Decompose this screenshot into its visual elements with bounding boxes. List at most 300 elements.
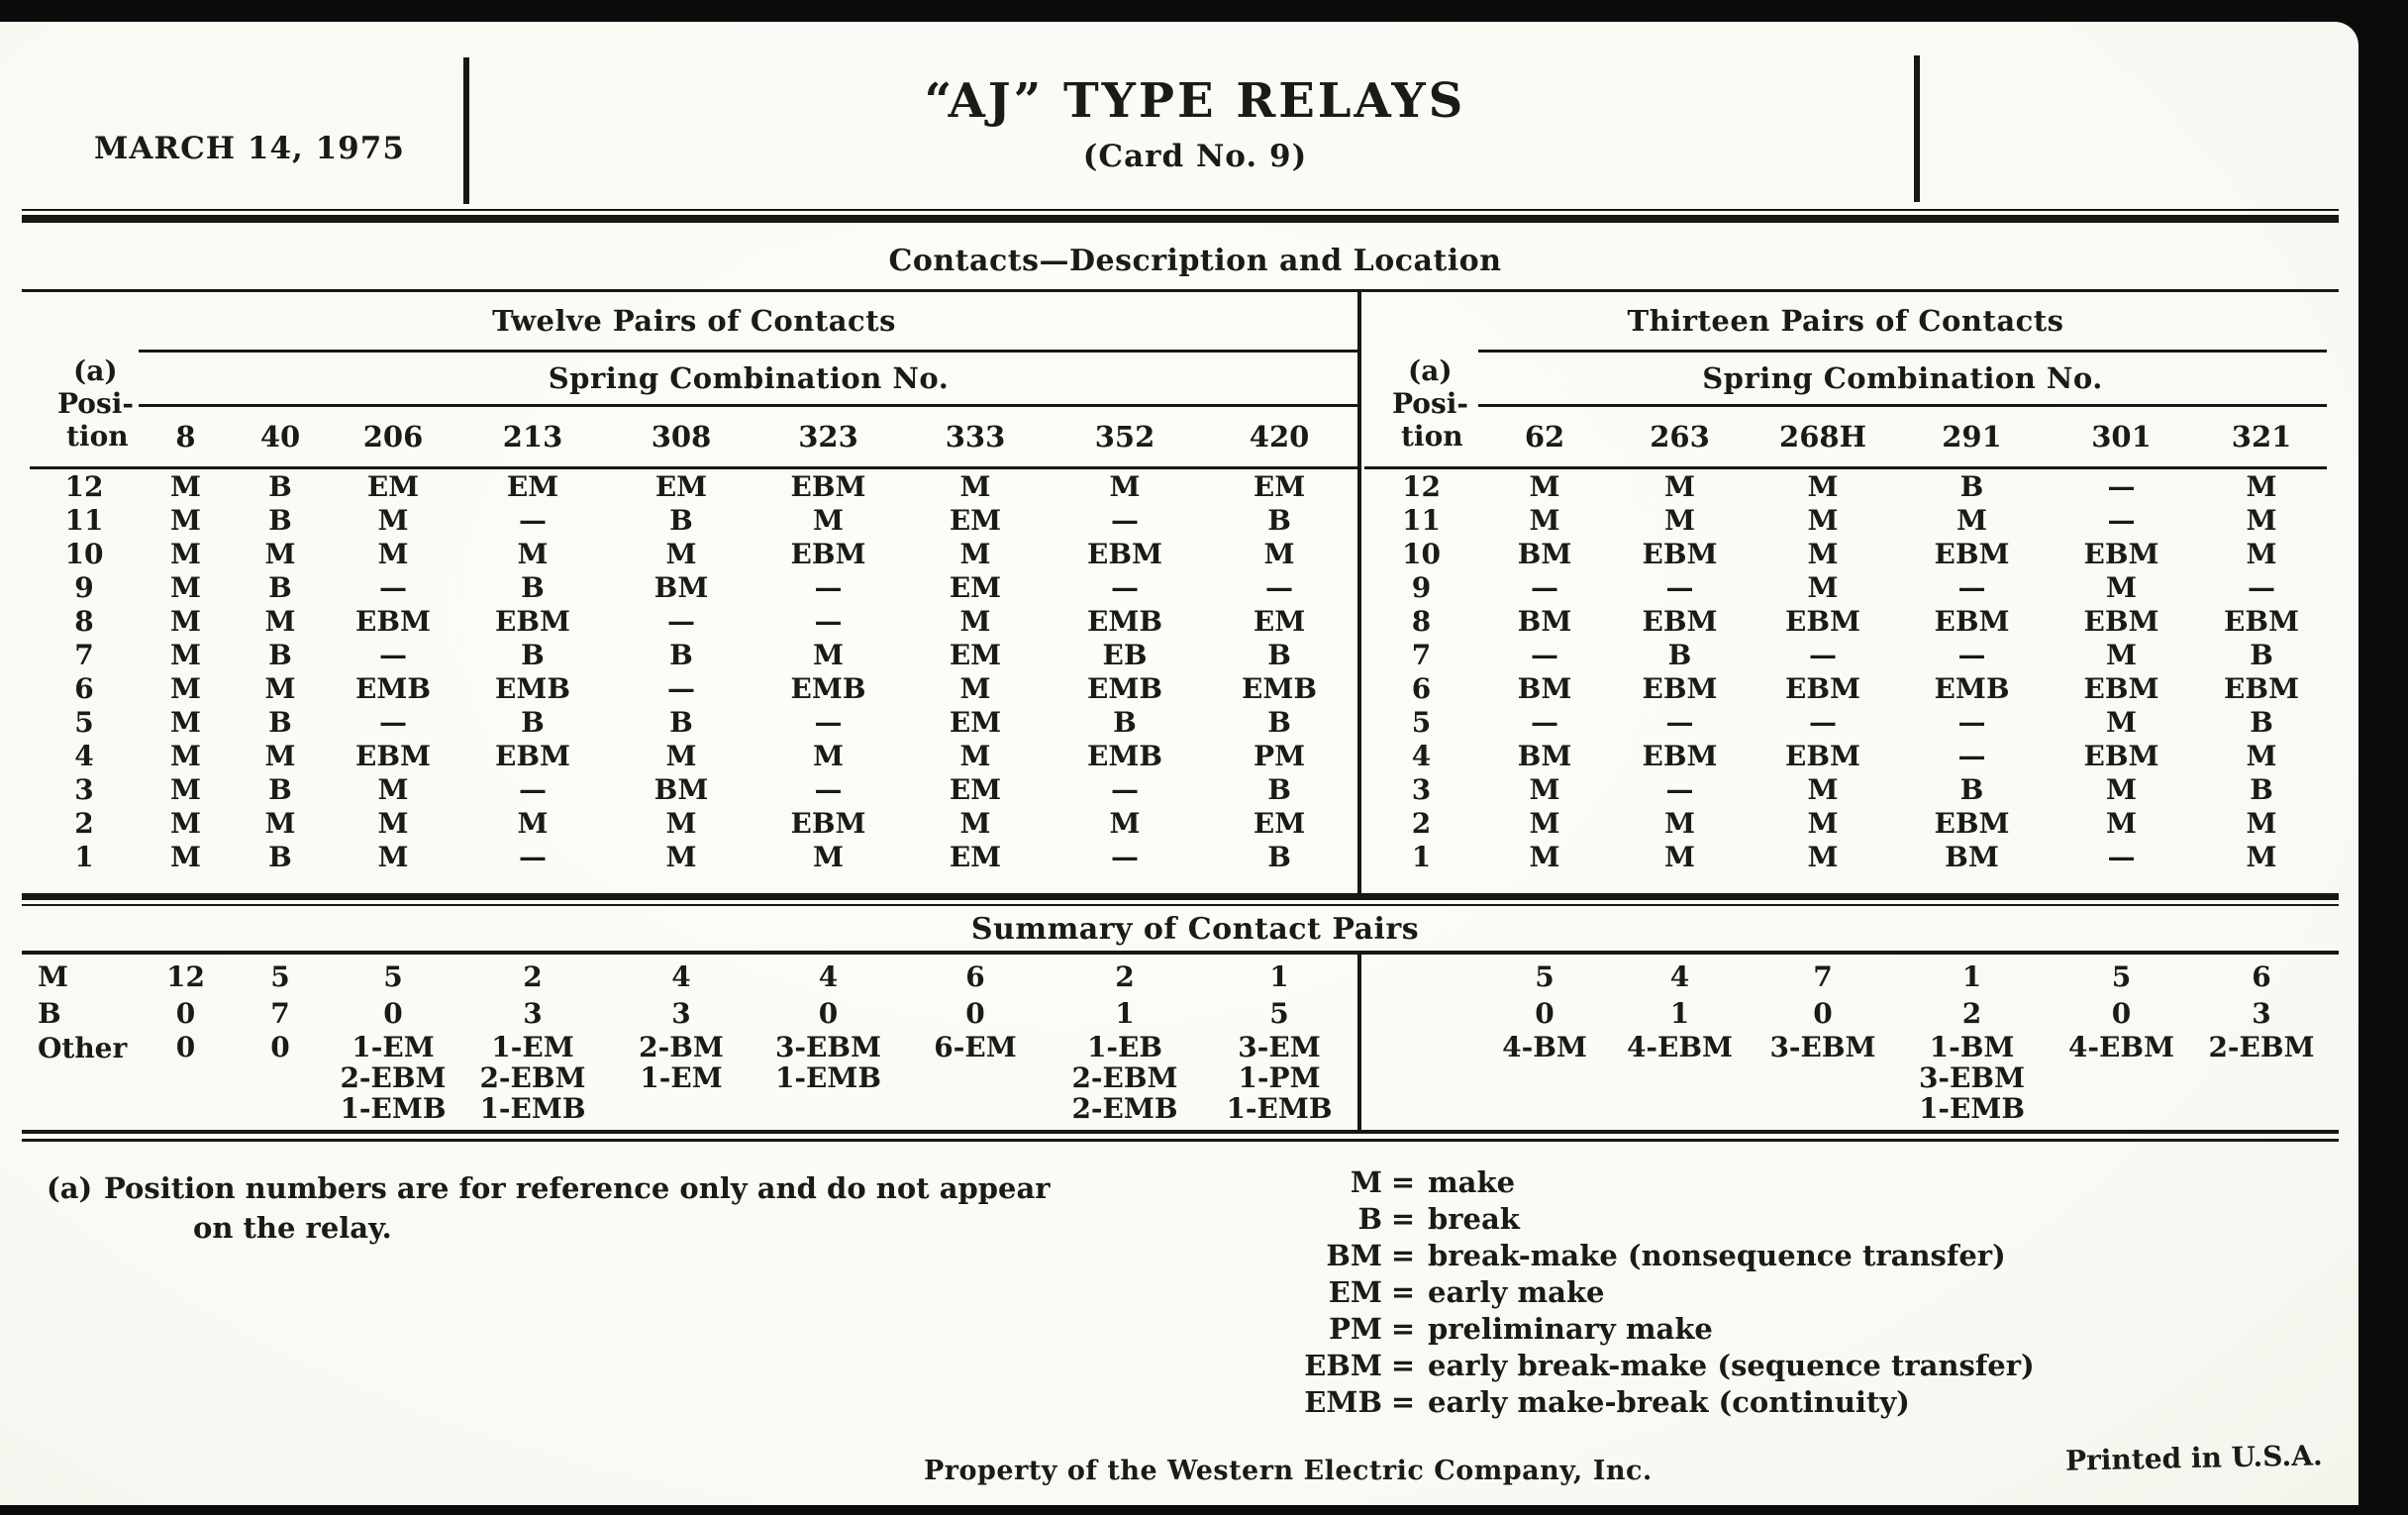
legend-description: break-make (nonsequence transfer)	[1428, 1238, 2006, 1272]
summary-other-cell	[2047, 1032, 2196, 1124]
contact-cell: M	[264, 604, 296, 638]
contact-cell: M	[813, 503, 844, 537]
summary-count-cell: 5	[2111, 960, 2132, 993]
summary-row-label: B	[38, 997, 61, 1030]
summary-count-cell: 12	[166, 960, 205, 993]
contact-cell: M	[1529, 503, 1560, 537]
card-subtitle: (Card No. 9)	[1082, 139, 1308, 174]
contact-cell: —	[1531, 570, 1558, 604]
summary-other-line: 6-EM	[934, 1031, 1017, 1063]
contact-cell: M	[170, 638, 201, 671]
legend-equals: =	[1390, 1348, 1416, 1382]
contact-cell: EMB	[354, 671, 431, 705]
contact-cell: M	[170, 772, 201, 806]
summary-count-cell: 1	[1961, 960, 1982, 993]
contact-cell: M	[1109, 806, 1141, 840]
contact-cell: B	[268, 772, 292, 806]
contact-cell: EM	[949, 503, 1002, 537]
header-divider-right	[1914, 55, 1920, 202]
contact-cell: —	[1265, 570, 1294, 604]
summary-other-line: 1-EMB	[340, 1092, 447, 1125]
contact-cell: EBM	[1642, 739, 1718, 772]
contact-cell: EMB	[1934, 671, 2010, 705]
footnote-text: Position numbers are for reference only and do not appear	[104, 1171, 1051, 1205]
contact-cell: EBM	[1934, 537, 2010, 570]
legend-description: early make-break (continuity)	[1428, 1384, 1910, 1419]
contact-cell: EM	[949, 570, 1002, 604]
property-notice: Property of the Western Electric Company, Inc.	[924, 1456, 1653, 1486]
contact-cell: M	[959, 739, 991, 772]
column-header: 352	[1050, 406, 1200, 468]
column-header: 263	[1611, 406, 1749, 468]
footnote	[47, 1168, 1235, 1248]
contact-cell: —	[814, 705, 843, 739]
contact-cell: B	[669, 638, 693, 671]
summary-count-cell: 4	[1669, 960, 1690, 993]
contact-cell: —	[667, 671, 695, 705]
legend-abbreviation: M	[1350, 1164, 1382, 1199]
table-row	[1364, 638, 2327, 671]
contact-cell: M	[1529, 469, 1560, 503]
position-cell: 7	[1411, 638, 1432, 671]
summary-other-line: 0	[175, 1031, 196, 1063]
contact-cell: EBM	[2083, 671, 2159, 705]
combo-title-row	[30, 352, 1358, 406]
legend-equals: =	[1390, 1201, 1416, 1236]
contact-cell: M	[2246, 806, 2277, 840]
position-cell: 8	[1411, 604, 1432, 638]
table-row	[1364, 570, 2327, 604]
summary-row-label	[1364, 959, 1478, 995]
summary-other-line: 1-EM	[351, 1031, 435, 1063]
contact-cell: EBM	[1784, 671, 1860, 705]
thirteen-pairs-summary	[1364, 959, 2327, 1124]
summary-other-line: 2-EMB	[1071, 1092, 1178, 1125]
summary-other-line: 3-EBM	[1918, 1061, 2026, 1094]
contact-cell: EM	[506, 469, 559, 503]
contact-cell: EBM	[2224, 604, 2300, 638]
footnote-line1	[47, 1168, 1235, 1208]
contact-cell: B	[1267, 638, 1291, 671]
position-cell: 11	[64, 503, 104, 537]
contact-cell: EM	[1253, 469, 1306, 503]
column-header: 308	[607, 406, 755, 468]
contact-cell: M	[264, 537, 296, 570]
contact-cell: EBM	[1934, 604, 2010, 638]
summary-count-cell: 0	[175, 997, 196, 1030]
contact-cell: M	[1807, 840, 1839, 873]
position-cell: 10	[64, 537, 104, 570]
table-row	[30, 570, 1358, 604]
summary-row-label: Other	[38, 1032, 128, 1064]
summary-other-cell	[901, 1032, 1050, 1124]
contact-cell: BM	[1517, 537, 1572, 570]
summary-count-cell: 0	[383, 997, 403, 1030]
footnote-line2: on the relay.	[193, 1211, 392, 1245]
contact-cell: B	[669, 705, 693, 739]
table-row	[30, 705, 1358, 739]
summary-other-line: 1-EM	[491, 1031, 574, 1063]
contact-cell: M	[2246, 537, 2277, 570]
contact-cell: EBM	[790, 469, 866, 503]
table-row	[30, 537, 1358, 570]
legend-equals: =	[1390, 1164, 1416, 1199]
contact-cell: —	[1531, 638, 1558, 671]
contact-cell: M	[1109, 469, 1141, 503]
contact-cell: —	[1957, 638, 1986, 671]
contact-cell: B	[1267, 772, 1291, 806]
contact-cell: M	[2246, 469, 2277, 503]
summary-other-line: 2-EBM	[1071, 1061, 1178, 1094]
contact-cell: M	[813, 840, 844, 873]
position-cell: 6	[1411, 671, 1432, 705]
contact-cell: —	[2107, 503, 2136, 537]
summary-other-line: 1-EM	[640, 1061, 723, 1094]
contact-cell: M	[813, 638, 844, 671]
contact-cell: EMB	[1242, 671, 1318, 705]
center-divider-main	[1357, 289, 1361, 897]
summary-other-line: 2-EBM	[479, 1061, 586, 1094]
header-divider-left	[463, 57, 469, 204]
summary-other-line: 3-EM	[1238, 1031, 1321, 1063]
contact-cell: M	[959, 671, 991, 705]
table-row	[30, 503, 1358, 537]
contact-cell: EM	[1253, 604, 1306, 638]
contact-cell: —	[2107, 469, 2136, 503]
contact-cell: EM	[949, 840, 1002, 873]
contact-cell: —	[1957, 570, 1986, 604]
table-row	[30, 806, 1358, 840]
contact-cell: —	[814, 604, 843, 638]
contact-cell: M	[170, 705, 201, 739]
contact-cell: —	[519, 772, 547, 806]
table-row	[1364, 604, 2327, 638]
contact-cell: —	[1957, 705, 1986, 739]
contact-cell: M	[170, 671, 201, 705]
contact-cell: EMB	[1086, 671, 1162, 705]
contact-cell: EBM	[1642, 604, 1718, 638]
contact-cell: M	[2106, 806, 2137, 840]
card-title: “AJ” TYPE RELAYS	[924, 73, 1466, 129]
summary-count-cell: 1	[1269, 960, 1289, 993]
twelve-pairs-table	[30, 292, 1358, 873]
contact-cell: M	[170, 840, 201, 873]
contact-cell: M	[1263, 537, 1295, 570]
thirteen-pairs-summary-grid	[1364, 959, 2327, 1124]
contact-cell: B	[521, 570, 545, 604]
position-label-line: Posi-	[57, 386, 134, 420]
summary-other-cell	[1749, 1032, 1897, 1124]
twelve-pairs-summary-grid	[30, 959, 1358, 1124]
group-title: Twelve Pairs of Contacts	[492, 304, 896, 338]
summary-count-cell: 5	[1535, 960, 1555, 993]
summary-bottom-rule	[22, 1130, 2339, 1142]
center-divider-summary	[1357, 951, 1361, 1133]
contact-cell: B	[2250, 638, 2273, 671]
twelve-pairs-summary	[30, 959, 1358, 1124]
summary-other-line: 2-EBM	[340, 1061, 447, 1094]
contact-cell: EM	[949, 638, 1002, 671]
legend-description: make	[1428, 1164, 1516, 1199]
summary-other-line: 3-EBM	[774, 1031, 882, 1063]
combo-title-row	[1364, 352, 2327, 406]
legend-row	[1287, 1273, 2408, 1310]
summary-count-cell: 5	[383, 960, 403, 993]
summary-other-cell	[233, 1032, 328, 1124]
summary-other-cell	[1478, 1032, 1611, 1124]
summary-count-cell: 2	[1961, 997, 1982, 1030]
contact-cell: M	[2246, 840, 2277, 873]
summary-other-row	[1364, 1032, 2327, 1124]
contact-cell: M	[377, 772, 409, 806]
contact-cell: —	[1809, 638, 1837, 671]
summary-count-cell: 0	[2111, 997, 2132, 1030]
contact-cell: PM	[1254, 739, 1306, 772]
contact-cell: M	[377, 503, 409, 537]
spring-combination-label: Spring Combination No.	[139, 352, 1358, 406]
summary-other-cell	[458, 1032, 607, 1124]
legend-row	[1287, 1347, 2408, 1383]
contact-cell: M	[959, 604, 991, 638]
contact-cell: M	[170, 604, 201, 638]
summary-other-line: 1-PM	[1238, 1061, 1321, 1094]
contact-cell: M	[377, 806, 409, 840]
column-header: 323	[755, 406, 901, 468]
contact-cell: EMB	[1086, 604, 1162, 638]
summary-other-line: 1-EMB	[1226, 1092, 1333, 1125]
contact-cell: B	[1113, 705, 1137, 739]
table-row	[1364, 468, 2327, 504]
table-row	[30, 468, 1358, 504]
contact-cell: B	[521, 705, 545, 739]
contact-cell: BM	[653, 570, 709, 604]
summary-other-line: 4-EBM	[2067, 1031, 2175, 1063]
contact-cell: EM	[949, 705, 1002, 739]
contact-cell: EBM	[354, 604, 431, 638]
contact-cell: M	[170, 469, 201, 503]
summary-row-label	[1364, 1032, 1478, 1124]
contact-cell: M	[2106, 638, 2137, 671]
contact-cell: BM	[653, 772, 709, 806]
legend-abbreviation: BM	[1326, 1238, 1382, 1272]
column-header: 291	[1897, 406, 2047, 468]
contact-cell: M	[264, 671, 296, 705]
contact-cell: M	[665, 840, 697, 873]
contact-cell: —	[1111, 772, 1139, 806]
position-cell: 7	[74, 638, 94, 671]
summary-other-line: 2-EBM	[2208, 1031, 2315, 1063]
summary-other-line: 2-BM	[639, 1031, 724, 1063]
contact-cell: —	[2107, 840, 2136, 873]
summary-count-cell: 0	[965, 997, 985, 1030]
contact-cell: B	[2250, 705, 2273, 739]
summary-count-cell: 0	[1535, 997, 1555, 1030]
summary-row	[1364, 995, 2327, 1032]
summary-other-line: 3-EBM	[1769, 1031, 1876, 1063]
footnote-marker: (a)	[47, 1171, 93, 1205]
summary-count-cell: 7	[270, 997, 290, 1030]
contact-cell: EMB	[790, 671, 866, 705]
contact-cell: M	[517, 537, 549, 570]
summary-row-label	[1364, 995, 1478, 1032]
summary-other-line: 4-BM	[1502, 1031, 1587, 1063]
summary-count-cell: 6	[965, 960, 985, 993]
column-header: 321	[2196, 406, 2327, 468]
summary-row-label: M	[38, 960, 68, 993]
contact-cell: —	[1957, 739, 1986, 772]
table-row	[1364, 671, 2327, 705]
summary-other-line: 1-EB	[1086, 1031, 1163, 1063]
position-cell: 3	[74, 772, 94, 806]
summary-other-row	[30, 1032, 1358, 1124]
contact-cell: M	[170, 503, 201, 537]
table-row	[30, 840, 1358, 873]
legend-row	[1287, 1163, 2408, 1200]
summary-row	[30, 959, 1358, 995]
contact-cell: —	[1111, 840, 1139, 873]
contact-cell: —	[1665, 705, 1694, 739]
position-cell: 2	[74, 806, 94, 840]
table-row	[30, 671, 1358, 705]
summary-other-cell	[755, 1032, 901, 1124]
contact-cell: M	[665, 806, 697, 840]
summary-other-cell	[2196, 1032, 2327, 1124]
contact-cell: EMB	[1086, 739, 1162, 772]
summary-count-cell: 3	[2252, 997, 2271, 1030]
contact-cell: M	[959, 537, 991, 570]
position-label-line: (a)	[1408, 354, 1453, 387]
contact-cell: B	[268, 503, 292, 537]
column-header: 213	[458, 406, 607, 468]
table-row	[1364, 537, 2327, 570]
table-row	[30, 638, 1358, 671]
legend-equals: =	[1390, 1238, 1416, 1272]
position-cell: 11	[1402, 503, 1441, 537]
contact-cell: M	[813, 739, 844, 772]
column-header: 420	[1200, 406, 1358, 468]
contact-cell: B	[1267, 503, 1291, 537]
contact-cell: —	[379, 570, 407, 604]
contact-cell: B	[1667, 638, 1692, 671]
contact-cell: —	[2248, 570, 2276, 604]
summary-top-rule	[22, 893, 2339, 906]
legend-abbreviation: EMB	[1304, 1384, 1382, 1419]
contact-cell: EBM	[1642, 537, 1718, 570]
contact-cell: EB	[1102, 638, 1148, 671]
position-cell: 4	[1411, 739, 1432, 772]
title-block	[750, 73, 1641, 174]
position-cell: 5	[1411, 705, 1432, 739]
contact-cell: M	[1529, 772, 1560, 806]
summary-other-cell	[1200, 1032, 1358, 1124]
contact-cell: B	[669, 503, 693, 537]
column-header: 333	[901, 406, 1050, 468]
group-title-row	[30, 292, 1358, 352]
summary-count-cell: 4	[671, 960, 691, 993]
summary-other-cell	[328, 1032, 458, 1124]
table-row	[30, 739, 1358, 772]
contacts-section-title: Contacts—Description and Location	[888, 244, 1502, 278]
contact-cell: M	[959, 806, 991, 840]
header-rule	[22, 209, 2339, 223]
contact-cell: —	[667, 604, 695, 638]
position-cell: 3	[1411, 772, 1432, 806]
table-row	[30, 604, 1358, 638]
table-row	[1364, 739, 2327, 772]
position-cell: 1	[1411, 840, 1432, 873]
contact-cell: M	[1529, 840, 1560, 873]
position-cell: 12	[64, 469, 104, 503]
contact-cell: B	[268, 638, 292, 671]
table-row	[1364, 806, 2327, 840]
table-row	[1364, 705, 2327, 739]
legend-row	[1287, 1237, 2408, 1273]
position-cell: 12	[1402, 469, 1441, 503]
contact-cell: M	[1807, 772, 1839, 806]
contact-cell: M	[1529, 806, 1560, 840]
contact-cell: EBM	[1086, 537, 1162, 570]
contact-cell: EM	[654, 469, 708, 503]
column-header: 268H	[1749, 406, 1897, 468]
table-row	[1364, 503, 2327, 537]
summary-count-cell: 6	[2252, 960, 2271, 993]
position-label-line: tion	[1401, 419, 1463, 453]
thirteen-pairs-grid	[1364, 292, 2327, 873]
contact-cell: —	[379, 638, 407, 671]
contact-cell: EBM	[790, 537, 866, 570]
summary-other-line: 0	[270, 1031, 290, 1063]
column-header: 301	[2047, 406, 2196, 468]
summary-count-cell: 2	[523, 960, 543, 993]
summary-other-cell	[1050, 1032, 1200, 1124]
contact-cell: B	[268, 570, 292, 604]
position-cell: 8	[74, 604, 94, 638]
contact-cell: B	[268, 840, 292, 873]
summary-count-cell: 2	[1115, 960, 1135, 993]
position-cell: 2	[1411, 806, 1432, 840]
contact-cell: B	[1959, 469, 1984, 503]
contact-cell: M	[377, 537, 409, 570]
position-label-line: tion	[66, 419, 129, 453]
summary-heading-rule	[22, 951, 2339, 955]
contact-cell: M	[170, 806, 201, 840]
contact-cell: M	[1807, 503, 1839, 537]
contact-cell: B	[2250, 772, 2273, 806]
contact-cell: M	[2246, 503, 2277, 537]
contact-cell: B	[1959, 772, 1984, 806]
contact-cell: M	[1956, 503, 1987, 537]
table-row	[1364, 840, 2327, 873]
contact-cell: —	[519, 840, 547, 873]
summary-count-cell: 1	[1669, 997, 1690, 1030]
column-header: 40	[233, 406, 328, 468]
column-header-row	[30, 406, 1358, 468]
card-date: MARCH 14, 1975	[94, 131, 405, 166]
position-cell: 9	[1411, 570, 1432, 604]
legend-grid	[1287, 1163, 2408, 1420]
contact-cell: —	[519, 503, 547, 537]
contact-cell: M	[1664, 469, 1695, 503]
printed-in-usa: Printed in U.S.A.	[2064, 1439, 2323, 1477]
column-header: 62	[1478, 406, 1611, 468]
summary-count-cell: 5	[270, 960, 290, 993]
position-cell: 6	[74, 671, 94, 705]
contact-cell: B	[521, 638, 545, 671]
contact-cell: M	[264, 806, 296, 840]
contact-cell: EMB	[494, 671, 570, 705]
contact-cell: EM	[949, 772, 1002, 806]
summary-other-line: 4-EBM	[1626, 1031, 1734, 1063]
